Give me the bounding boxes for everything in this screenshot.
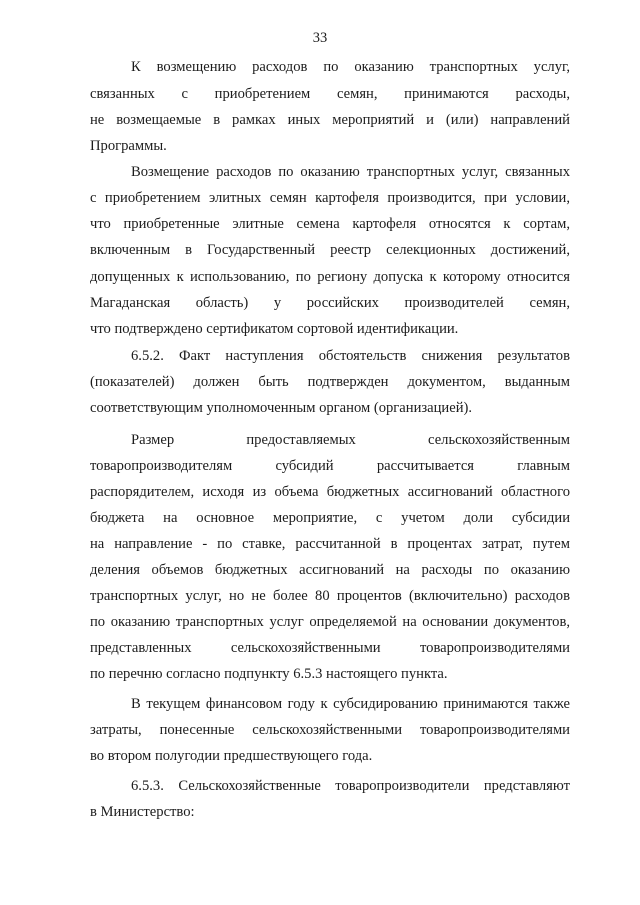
text-line: 6.5.3. Сельскохозяйственные товаропроизводители представляют [131,778,570,794]
text-line: распорядителем, исходя из объема бюджетных ассигнований областного [90,484,570,500]
text-line: что подтверждено сертификатом сортовой идентификации. [90,321,459,337]
text-line: Магаданская область) у российских производителей семян, [90,295,570,311]
text-line: В текущем финансовом году к субсидированию принимаются также [131,696,570,712]
text-line: включенным в Государственный реестр селекционных достижений, [90,242,570,258]
text-line: не возмещаемые в рамках иных мероприятий и (или) направлений [90,112,570,128]
text-line: Размер предоставляемых сельскохозяйственным [131,432,570,448]
text-line: по перечню согласно подпункту 6.5.3 настоящего пункта. [90,666,448,682]
text-line: (показателей) должен быть подтвержден документом, выданным [90,374,570,390]
text-line: представленных сельскохозяйственными товаропроизводителями [90,640,570,656]
text-line: по оказанию транспортных услуг определяемой на основании документов, [90,614,570,630]
text-line: во втором полугодии предшествующего года. [90,748,373,764]
text-line: связанных с приобретением семян, принимаются расходы, [90,86,570,102]
text-line: затраты, понесенные сельскохозяйственными товаропроизводителями [90,722,570,738]
text-line: допущенных к использованию, по региону допуска к которому относится [90,269,570,285]
text-line: в Министерство: [90,804,195,820]
text-line: товаропроизводителям субсидий рассчитывается главным [90,458,570,474]
text-line: транспортных услуг, но не более 80 процентов (включительно) расходов [90,588,570,604]
page-number: 33 [312,30,328,46]
text-line: Программы. [90,138,167,154]
text-line: с приобретением элитных семян картофеля производится, при условии, [90,190,570,206]
text-line: соответствующим уполномоченным органом (организацией). [90,400,473,416]
text-line: что приобретенные элитные семена картофеля относятся к сортам, [90,216,570,232]
text-line: 6.5.2. Факт наступления обстоятельств снижения результатов [131,348,570,364]
text-line: деления объемов бюджетных ассигнований на расходы по оказанию [90,562,570,578]
text-line: Возмещение расходов по оказанию транспортных услуг, связанных [131,164,570,180]
text-line: К возмещению расходов по оказанию транспортных услуг, [131,59,570,75]
text-line: бюджета на основное мероприятие, с учетом доли субсидии [90,510,570,526]
text-line: на направление - по ставке, рассчитанной в процентах затрат, путем [90,536,570,552]
